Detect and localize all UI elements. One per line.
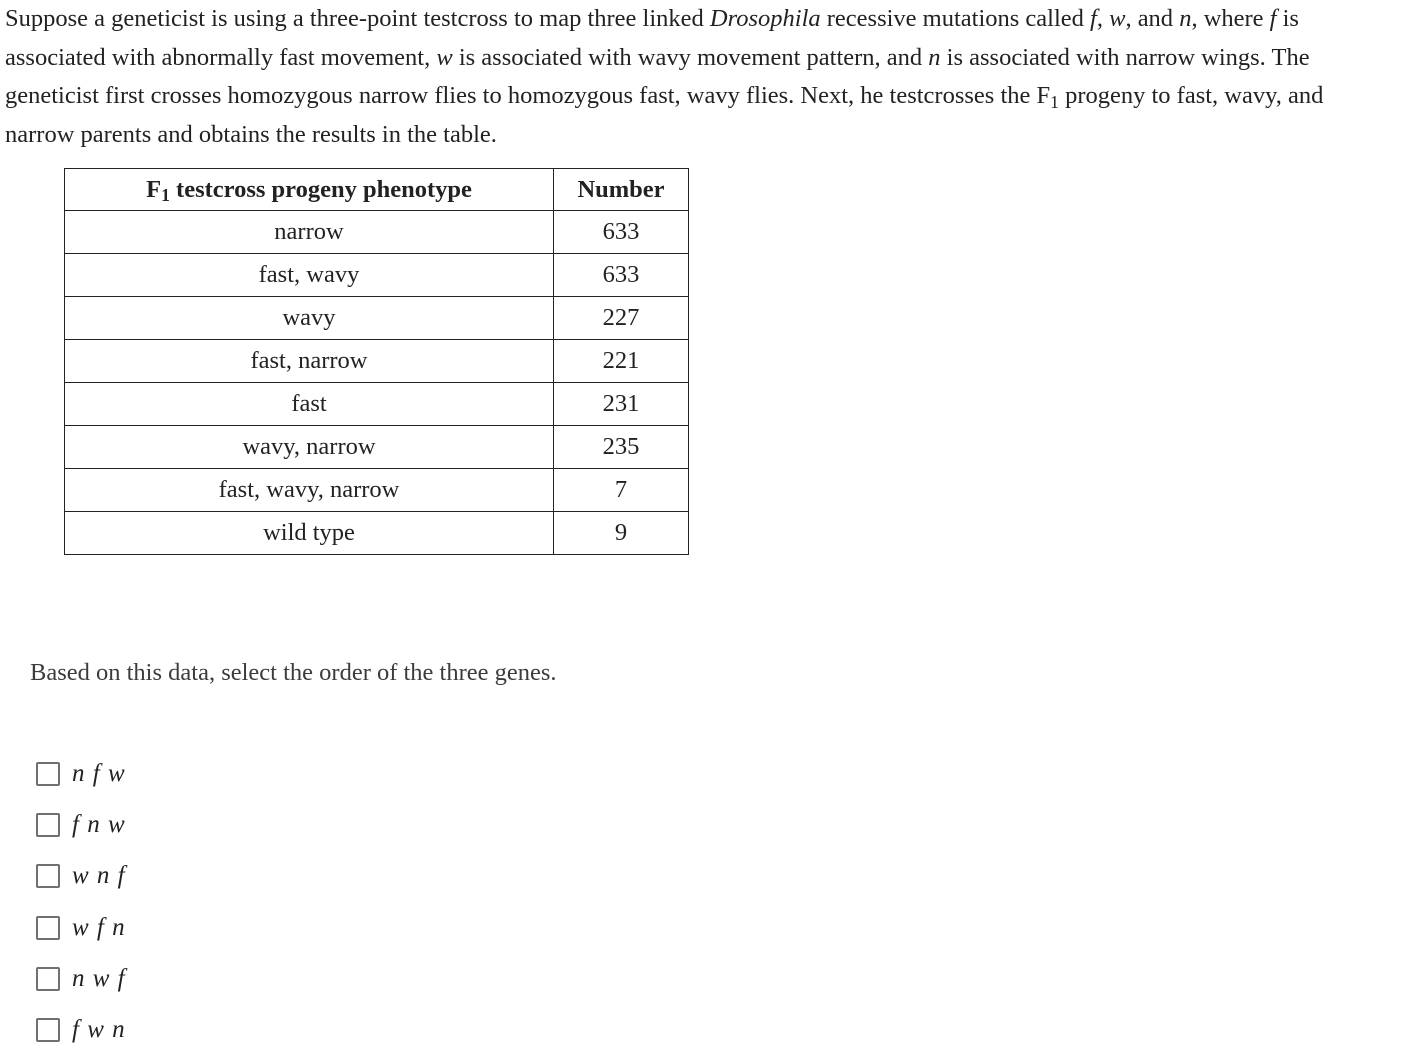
answer-options xyxy=(36,748,126,1056)
table-row xyxy=(65,383,689,426)
number-cell: 235 xyxy=(554,426,689,469)
option-label[interactable]: w n f xyxy=(72,862,126,890)
intro-text: is associated with abnormally fast movement, xyxy=(5,5,1299,71)
table-header-row xyxy=(65,169,689,211)
phenotype-cell: fast, wavy, narrow xyxy=(65,469,554,512)
gene-symbol: w xyxy=(1109,5,1126,32)
gene-symbol: n xyxy=(928,43,941,71)
table-row xyxy=(65,297,689,340)
intro-text: , and xyxy=(1125,5,1180,32)
phenotype-cell: fast, wavy xyxy=(65,254,554,297)
table-row xyxy=(65,211,689,254)
option-label[interactable]: w f n xyxy=(72,913,126,941)
checkbox[interactable] xyxy=(36,967,60,991)
testcross-table xyxy=(64,168,689,555)
table-row xyxy=(65,469,689,512)
intro-text: Suppose a geneticist is using a three-point testcross to map three linked xyxy=(5,5,710,32)
phenotype-cell: wild type xyxy=(65,512,554,555)
number-cell: 9 xyxy=(554,512,689,555)
organism-name: Drosophila xyxy=(709,5,821,32)
option-label[interactable]: n f w xyxy=(72,759,126,787)
intro-text: recessive mutations called xyxy=(820,5,1091,32)
phenotype-cell: fast, narrow xyxy=(65,340,554,383)
checkbox[interactable] xyxy=(36,762,60,786)
option-f-n-w[interactable] xyxy=(36,799,126,850)
checkbox[interactable] xyxy=(36,813,60,837)
table-row xyxy=(65,426,689,469)
header-number: Number xyxy=(554,169,689,211)
intro-text: , xyxy=(1096,5,1110,32)
option-label[interactable]: f w n xyxy=(72,1016,126,1044)
option-n-f-w[interactable] xyxy=(36,748,126,799)
checkbox[interactable] xyxy=(36,1018,60,1042)
option-f-w-n[interactable] xyxy=(36,1004,126,1055)
intro-text: , where xyxy=(1191,5,1270,32)
option-w-n-f[interactable] xyxy=(36,851,126,902)
number-cell: 231 xyxy=(554,383,689,426)
header-phenotype: $F_1$ testcross progeny phenotype xyxy=(65,169,554,211)
option-label[interactable]: n w f xyxy=(72,964,126,992)
checkbox[interactable] xyxy=(36,864,60,888)
intro-text: is associated with wavy movement pattern, and xyxy=(452,43,929,71)
gene-symbol: n xyxy=(1179,5,1192,32)
option-label[interactable]: f n w xyxy=(72,810,126,838)
phenotype-cell: wavy, narrow xyxy=(65,426,554,469)
option-w-f-n[interactable] xyxy=(36,902,126,953)
number-cell: 221 xyxy=(554,340,689,383)
table-row xyxy=(65,340,689,383)
intro-text: progeny to fast, wavy, and narrow parents and obtains the results in the table. xyxy=(5,82,1324,148)
option-n-w-f[interactable] xyxy=(36,953,126,1004)
number-cell: 633 xyxy=(554,211,689,254)
phenotype-cell: wavy xyxy=(65,297,554,340)
intro-text: is associated with narrow wings. The geneticist first crosses homozygous narrow flies to homozygous fast, wavy flies. Next, he testcrosses the F xyxy=(5,43,1310,109)
number-cell: 227 xyxy=(554,297,689,340)
question-prompt: Based on this data, select the order of the three genes. xyxy=(30,659,557,686)
checkbox[interactable] xyxy=(36,916,60,940)
gene-symbol: f xyxy=(1090,5,1097,32)
table-row xyxy=(65,254,689,297)
table-row xyxy=(65,512,689,555)
phenotype-cell: narrow xyxy=(65,211,554,254)
gene-symbol: f xyxy=(1269,5,1277,32)
question-intro xyxy=(5,0,1397,154)
number-cell: 7 xyxy=(554,469,689,512)
subscript: 1 xyxy=(1050,91,1059,112)
phenotype-cell: fast xyxy=(65,383,554,426)
number-cell: 633 xyxy=(554,254,689,297)
gene-symbol: w xyxy=(436,43,453,71)
